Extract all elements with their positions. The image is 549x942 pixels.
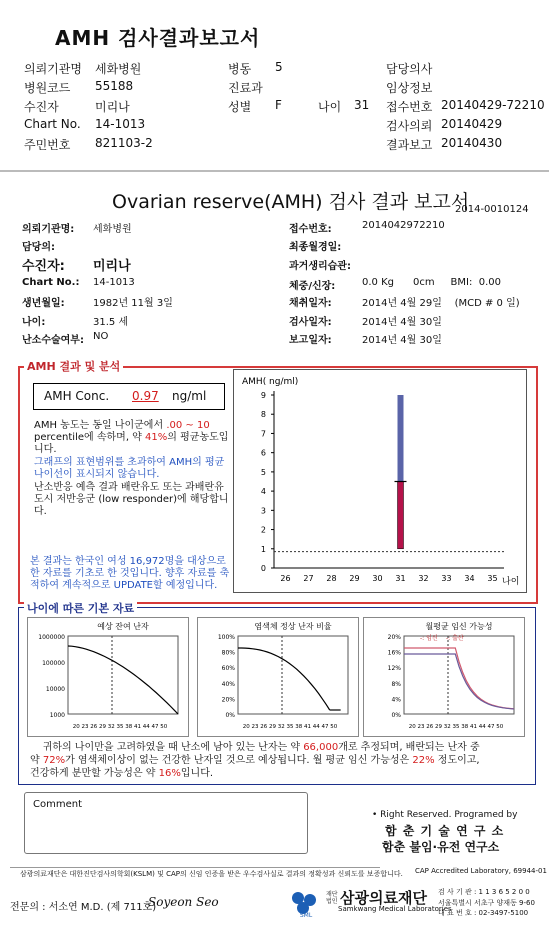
right-value-6: 2014년 4월 30일 — [362, 335, 442, 346]
svg-text:SML: SML — [299, 912, 313, 919]
mini-plot-area — [238, 636, 348, 714]
summary-text-c: 약 — [30, 755, 40, 766]
top-l1-3: Chart No. — [24, 117, 81, 131]
address: 서울특별시 서초구 양재동 9-60 — [438, 899, 535, 907]
interp-text-c: 의 평균농도입니다. — [34, 432, 229, 455]
summary-text-d: 가 염색체이상이 없는 건강한 난자일 것으로 예상됩니다. 월 평균 임신 가능성은 — [65, 755, 410, 766]
top-v4-2: 20140429-72210 — [441, 98, 545, 112]
mini-x-ticks: 20 23 26 29 32 35 38 41 44 47 50 — [408, 724, 504, 730]
chart-xlabel: 나이 — [502, 577, 520, 587]
org-prefix: 재단 법인 — [326, 891, 338, 905]
interp-text-b: percentile에 속하며, 약 — [34, 432, 142, 443]
y-tick-label: 0 — [260, 564, 266, 573]
normal-ratio-curve — [238, 648, 330, 710]
top-l1-1: 병원코드 — [24, 81, 71, 95]
y-tick-label: 8 — [260, 410, 266, 420]
specialist-text: 전문의 : 서소연 M.D. (제 711호) — [10, 902, 157, 913]
top-l1-0: 의뢰기관명 — [24, 62, 82, 76]
mini-y-tick: 0% — [391, 712, 401, 719]
mini-title: 월평균 임신 가능성 — [425, 622, 493, 631]
summary-text-g: 입니다. — [180, 768, 214, 779]
top-v4-3: 20140429 — [441, 117, 503, 131]
cert-text: 삼광의료재단은 대한진단검사의학회(KSLM) 및 CAP의 신임 인증을 받은 우수검사실로 결과의 정확성과 신뢰도를 보증합니다. — [20, 870, 403, 878]
right-label-4: 채취일자: — [289, 298, 332, 309]
amh-conc-label: AMH Conc. — [44, 389, 110, 403]
x-tick-label: 34 — [464, 574, 475, 583]
y-tick-label: 1 — [260, 544, 266, 554]
mini-x-ticks: 20 23 26 29 32 35 38 41 44 47 50 — [72, 724, 168, 730]
legend-birth: -: 출산 — [446, 635, 464, 642]
amh-response-note: 난소반응 예측 결과 배란유도 또는 과배란유도시 저반응군 (low responder)에 해당합니다. — [34, 482, 229, 517]
top-v4-4: 20140430 — [441, 136, 503, 150]
amh-range-note: 그래프의 표현범위를 초과하여 AMH의 평균나이선이 표시되지 않습니다. — [34, 457, 225, 480]
mini-y-tick: 16% — [387, 649, 401, 657]
top-l4-3: 검사의뢰 — [386, 119, 433, 133]
org-name: 삼광의료재단 — [340, 889, 427, 907]
mini-y-tick: 40% — [221, 680, 235, 688]
top-v3-2: 31 — [354, 98, 370, 112]
legend-pregnancy: -: 임신 — [420, 635, 438, 642]
top-v1-4: 821103-2 — [95, 136, 153, 150]
top-v1-1: 55188 — [95, 79, 134, 93]
remaining-eggs-chart — [27, 617, 189, 737]
summary-text-b: 개로 추정되며, 배란되는 난자 중 — [338, 742, 480, 753]
mini-title: 예상 잔여 난자 — [97, 622, 149, 631]
summary-text-a: 귀하의 나이만을 고려하였을 때 난소에 남아 있는 난자는 약 — [42, 742, 300, 753]
top-l4-2: 접수번호 — [386, 100, 433, 114]
lab-name-2: 함춘 불임·유전 연구소 — [382, 840, 500, 854]
amh-chart — [233, 369, 527, 593]
right-value-5: 2014년 4월 30일 — [362, 317, 442, 328]
y-tick-label: 5 — [260, 467, 266, 477]
comment-box — [24, 792, 308, 854]
top-l4-0: 담당의사 — [386, 62, 433, 76]
left-value-0: 세화병원 — [93, 224, 132, 235]
lab-name-1: 함 춘 기 술 연 구 소 — [385, 824, 505, 838]
mini-y-tick: 10000 — [45, 686, 65, 693]
summary-pct22: 22% — [412, 755, 435, 766]
left-value-5: 31.5 세 — [93, 317, 129, 328]
mini-title: 염색체 정상 난자 비율 — [254, 622, 332, 631]
top-l3-2: 나이 — [318, 100, 342, 114]
top-v1-0: 세화병원 — [95, 62, 142, 76]
top-v2-0: 5 — [275, 60, 283, 74]
top-l4-4: 결과보고 — [386, 138, 433, 152]
interp-percent: 41% — [145, 432, 168, 443]
cap-text: CAP Accredited Laboratory, 69944-01 — [415, 867, 547, 875]
x-tick-label: 35 — [487, 574, 498, 583]
mini-y-tick: 4% — [391, 696, 401, 704]
x-tick-label: 33 — [441, 574, 452, 583]
interp-text-a: AMH 농도는 동일 나이군에서 — [34, 420, 164, 431]
left-label-6: 난소수술여부: — [22, 335, 84, 346]
report-id: 2014-0010124 — [455, 204, 529, 215]
right-label-3: 체중/신장: — [289, 281, 336, 292]
left-label-2: 수진자: — [22, 259, 65, 274]
top-l4-1: 임상정보 — [386, 81, 433, 95]
y-tick-label: 6 — [260, 448, 266, 458]
org-name-en: Samkwang Medical Laboratories — [338, 905, 452, 913]
y-tick-label: 9 — [260, 391, 266, 400]
report-title: Ovarian reserve(AMH) 검사 결과 보고서 — [112, 191, 470, 213]
signature: Soyeon Seo — [148, 895, 219, 909]
amh-interpretation — [34, 420, 230, 456]
amh-conc-box — [33, 383, 225, 410]
summary-text-f: 건강하게 분만할 가능성은 약 — [30, 768, 156, 779]
summary-eggs: 66,000 — [303, 742, 339, 753]
y-tick-label: 7 — [260, 429, 266, 439]
top-l2-1: 진료과 — [228, 81, 263, 95]
mini-y-tick: 100000 — [42, 660, 65, 667]
range-upper-bar — [398, 395, 404, 482]
left-label-3: Chart No.: — [22, 277, 80, 288]
y-tick-label: 4 — [260, 487, 266, 497]
mini-plot-area — [68, 636, 178, 714]
right-label-6: 보고일자: — [289, 335, 332, 346]
comment-label: Comment — [33, 799, 82, 810]
right-value-4: 2014년 4월 29일 (MCD # 0 일) — [362, 298, 520, 309]
x-tick-label: 30 — [372, 574, 383, 583]
top-l1-4: 주민번호 — [24, 138, 71, 152]
mini-y-tick: 1000 — [49, 712, 65, 719]
mini-y-tick: 8% — [391, 680, 401, 688]
mini-y-tick: 20% — [221, 696, 235, 704]
rights-text: • Right Reserved. Programed by — [372, 810, 518, 820]
y-tick-label: 2 — [260, 525, 266, 535]
normal-egg-ratio-chart — [197, 617, 359, 737]
left-label-4: 생년월일: — [22, 298, 65, 309]
chart-ylabel: AMH( ng/ml) — [242, 377, 299, 387]
basic-data-label: 나이에 따른 기본 자료 — [24, 600, 137, 616]
summary-pct16: 16% — [158, 768, 181, 779]
amh-section-label: AMH 결과 및 분석 — [24, 358, 123, 374]
amh-data-note: 본 결과는 한국인 여성 16,972명을 대상으로 한 자료를 기초로 한 것입니다. 향후 자료를 축적하여 계속적으로 UPDATE할 예정입니다. — [30, 556, 230, 591]
summary-text-e: 정도이고, — [437, 755, 480, 766]
mini-y-tick: 100% — [217, 634, 235, 641]
x-tick-label: 29 — [349, 574, 360, 583]
mini-x-ticks: 20 23 26 29 32 35 38 41 44 47 50 — [242, 724, 338, 730]
left-label-5: 나이: — [22, 317, 46, 328]
mini-y-tick: 0% — [225, 712, 235, 719]
biz-number: 검 사 기 관 : 1 1 3 6 5 2 0 0 — [438, 888, 530, 896]
footer-divider — [10, 867, 380, 868]
x-tick-label: 28 — [326, 574, 337, 583]
pregnancy-chance-chart — [363, 617, 525, 737]
mini-y-tick: 20% — [387, 634, 401, 641]
top-v2-2: F — [275, 98, 282, 112]
top-l1-2: 수진자 — [24, 100, 59, 114]
eggs-curve — [68, 646, 178, 714]
amh-chart-svg — [234, 370, 526, 592]
right-label-5: 검사일자: — [289, 317, 332, 328]
left-value-4: 1982년 11월 3일 — [93, 298, 173, 309]
right-label-0: 접수번호: — [289, 224, 332, 235]
right-label-1: 최종월경일: — [289, 242, 342, 253]
pregnancy-curve — [404, 648, 514, 709]
x-tick-label: 32 — [418, 574, 429, 583]
x-tick-label: 31 — [395, 574, 406, 583]
amh-conc-value: 0.97 — [132, 389, 159, 403]
left-value-6: NO — [93, 331, 109, 342]
phone: 대 표 번 호 : 02-3497-5100 — [438, 909, 529, 917]
mini-y-tick: 12% — [387, 665, 401, 673]
left-label-1: 담당의: — [22, 242, 55, 253]
summary-pct72: 72% — [42, 755, 66, 766]
mini-y-tick: 80% — [221, 649, 235, 657]
right-value-0: 2014042972210 — [362, 220, 445, 231]
samkwang-logo-icon — [288, 888, 324, 918]
top-v1-3: 14-1013 — [95, 117, 146, 131]
interp-range: .00 ~ 10 — [166, 420, 210, 431]
mini-y-tick: 1000000 — [38, 634, 65, 641]
top-title: AMH 검사결과보고서 — [55, 26, 261, 50]
x-tick-label: 26 — [280, 574, 291, 583]
range-lower-bar — [398, 482, 404, 549]
left-value-2: 미리나 — [93, 259, 131, 274]
amh-conc-unit: ng/ml — [172, 389, 207, 403]
x-tick-label: 27 — [303, 574, 314, 583]
mini-y-tick: 60% — [221, 665, 235, 673]
left-label-0: 의뢰기관명: — [22, 224, 75, 235]
right-label-2: 과거생리습관: — [289, 261, 351, 272]
top-v1-2: 미리나 — [95, 100, 130, 114]
top-l2-0: 병동 — [228, 62, 252, 76]
top-l2-2: 성별 — [228, 100, 252, 114]
right-value-3: 0.0 Kg 0cm BMI: 0.00 — [362, 277, 501, 288]
left-value-3: 14-1013 — [93, 277, 135, 288]
basic-summary — [30, 741, 535, 780]
y-tick-label: 3 — [260, 506, 266, 516]
